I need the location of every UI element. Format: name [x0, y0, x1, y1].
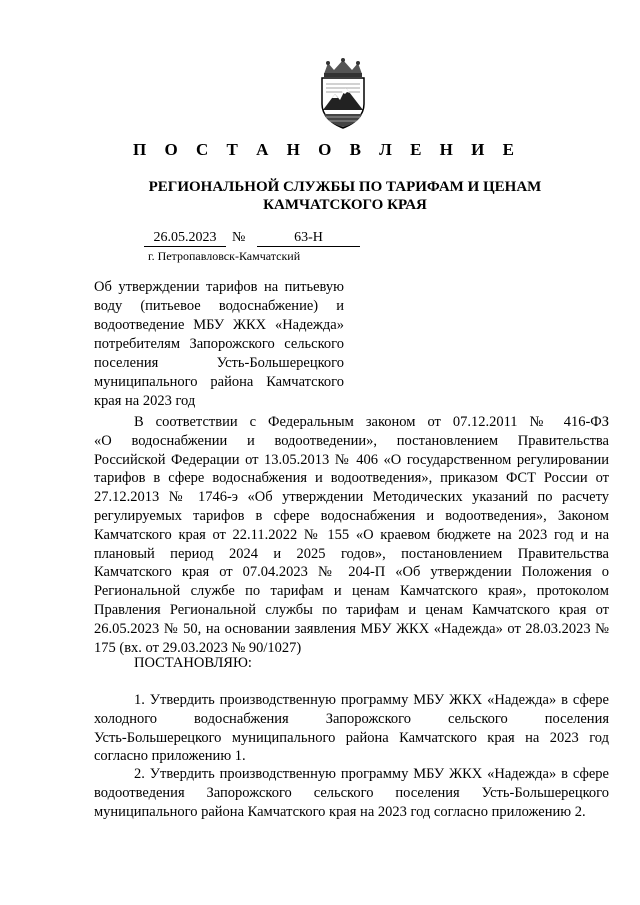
preamble-line: Региональной службе по тарифам и ценам Камчатского края», протоколом: [94, 583, 609, 600]
item-line: холодного водоснабжения Запорожского сельского поселения: [94, 710, 609, 727]
preamble-line: Камчатского края от 07.04.2023 № 204-П «Об утверждении Положения о: [94, 564, 609, 581]
subject-line: воду (питьевое водоснабжение) и: [94, 298, 344, 314]
resolution-item-1: [94, 691, 609, 766]
subject-line: края на 2023 год: [94, 393, 196, 409]
subject-line: потребителям Запорожского сельского: [94, 336, 344, 352]
item-line: водоотведения Запорожского сельского поселения Усть-Большерецкого: [94, 784, 609, 801]
resolve-heading: ПОСТАНОВЛЯЮ:: [134, 655, 252, 671]
document-subject: [94, 278, 344, 411]
registration-number: 63-Н: [257, 230, 360, 247]
preamble-line: В соответствии с Федеральным законом от 07.12.2011 № 416-ФЗ: [134, 414, 609, 430]
registration-number-sign: №: [232, 230, 246, 245]
preamble-line: регулируемых тарифов в сфере водоснабжения и водоотведения», Законом: [94, 507, 609, 524]
preamble-line: Правления Региональной службы по тарифам и ценам Камчатского края от: [94, 601, 609, 618]
subject-line: Об утверждении тарифов на питьевую: [94, 279, 344, 295]
kamchatka-coat-of-arms-emblem: [318, 58, 368, 130]
preamble-line: «О водоснабжении и водоотведении», постановлением Правительства: [94, 432, 609, 449]
preamble-line: 27.12.2013 № 1746-э «Об утверждении Методических указаний по расчету: [94, 489, 609, 506]
item-line: муниципального района Камчатского края на 2023 год согласно приложению 2.: [94, 803, 586, 820]
subject-line: водоотведение МБУ ЖКХ «Надежда»: [94, 317, 344, 333]
document-type-title: П О С Т А Н О В Л Е Н И Е: [133, 140, 521, 159]
preamble-line: 26.05.2023 № 50, на основании заявления МБУ ЖКХ «Надежда» от 28.03.2023 №: [94, 620, 609, 637]
issue-city: г. Петропавловск-Камчатский: [148, 249, 301, 263]
preamble-line: 175 (вх. от 29.03.2023 № 90/1027): [94, 639, 302, 656]
preamble-line: тарифов в сфере водоснабжения и водоотведения», приказом ФСТ России от: [94, 470, 609, 487]
preamble-paragraph: [94, 413, 609, 657]
preamble-line: Российской Федерации от 13.05.2013 № 406 «О государственном регулировании: [94, 451, 609, 468]
item-line: 2. Утвердить производственную программу МБУ ЖКХ «Надежда» в сфере: [134, 766, 609, 782]
issuing-authority: [0, 178, 640, 214]
registration-date: 26.05.2023: [144, 230, 226, 247]
authority-line-1: РЕГИОНАЛЬНОЙ СЛУЖБЫ ПО ТАРИФАМ И ЦЕНАМ: [148, 179, 542, 195]
item-line: 1. Утвердить производственную программу МБУ ЖКХ «Надежда» в сфере: [134, 692, 609, 708]
preamble-line: Камчатского края от 22.11.2022 № 155 «О краевом бюджете на 2023 год и на: [94, 526, 609, 543]
subject-line: муниципального района Камчатского: [94, 374, 344, 390]
item-line: Усть-Большерецкого муниципального района Камчатского края на 2023 год: [94, 729, 609, 746]
subject-line: поселения Усть-Большерецкого: [94, 355, 344, 371]
item-line: согласно приложению 1.: [94, 748, 246, 765]
preamble-line: плановый период 2024 и 2025 годов», постановлением Правительства: [94, 545, 609, 562]
authority-line-2: КАМЧАТСКОГО КРАЯ: [263, 197, 427, 213]
resolution-item-2: [94, 765, 609, 821]
